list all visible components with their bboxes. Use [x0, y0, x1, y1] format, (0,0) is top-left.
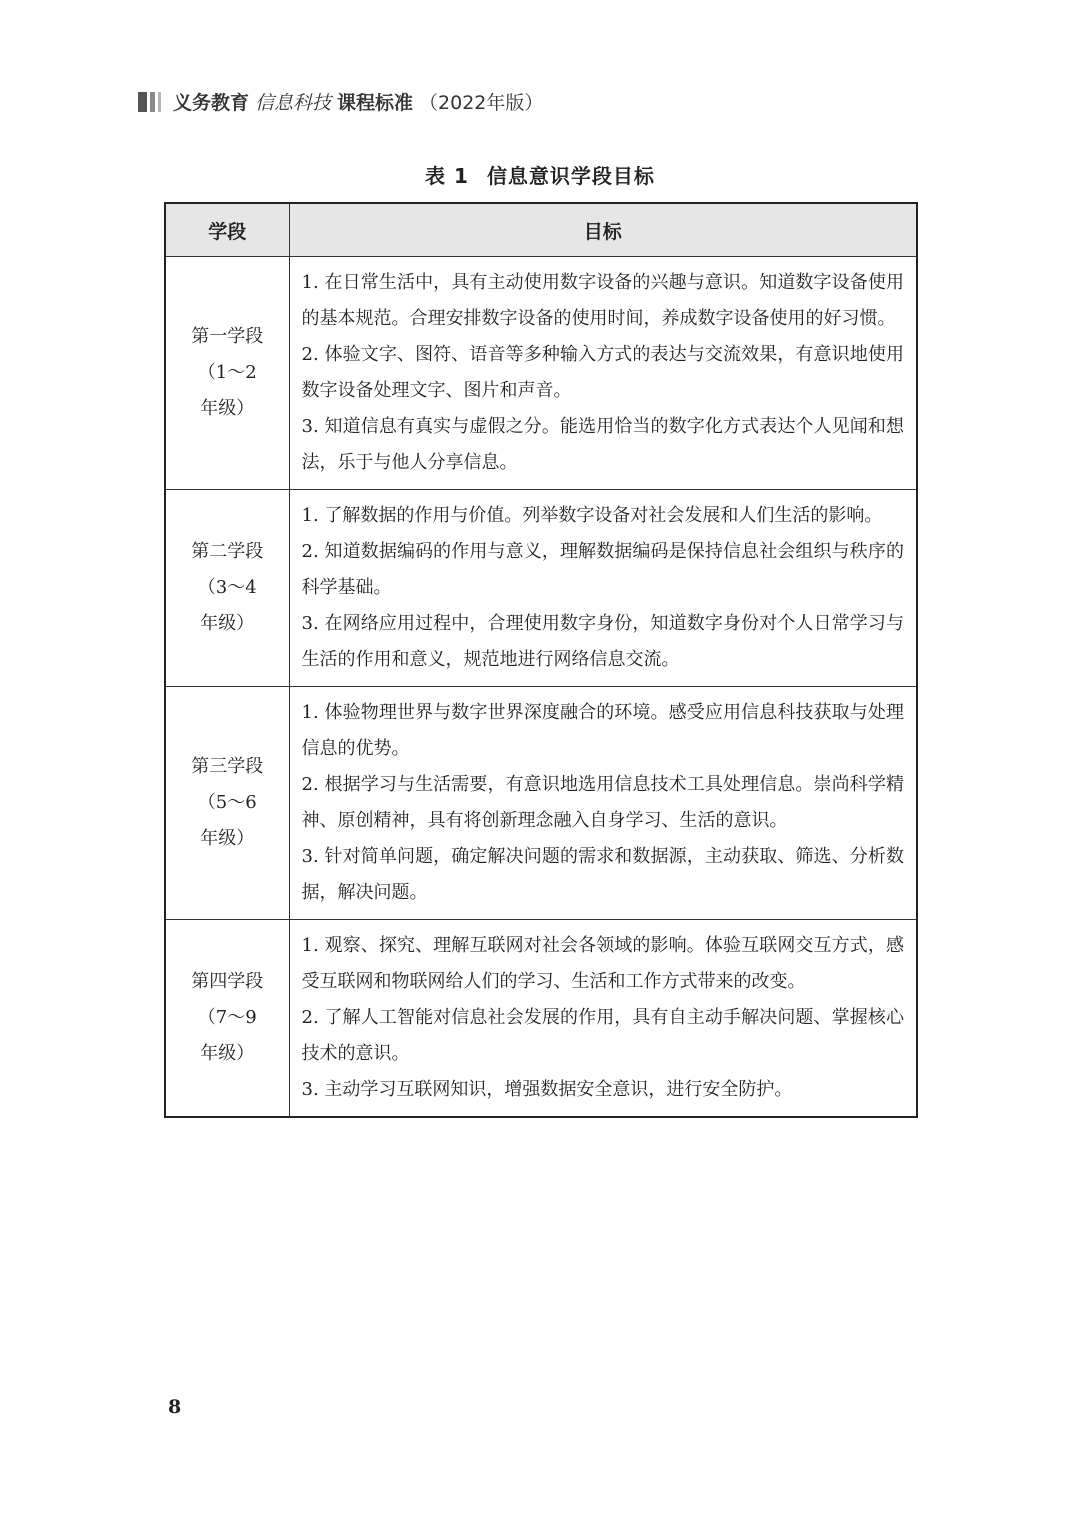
header-bars-decoration — [138, 92, 161, 112]
header-edition: （2022年版） — [419, 92, 544, 114]
stage-grades: （1～2 — [197, 362, 257, 383]
table-row — [165, 490, 917, 687]
goal-item: 2. 了解人工智能对信息社会发展的作用，具有自主动手解决问题、掌握核心技术的意识。 — [301, 1007, 904, 1064]
goals-cell — [289, 687, 917, 920]
goal-item: 3. 知道信息有真实与虚假之分。能选用恰当的数字化方式表达个人见闻和想法，乐于与他人分享信息。 — [301, 416, 904, 473]
goals-cell — [289, 490, 917, 687]
header-standard: 课程标准 — [337, 92, 414, 114]
goal-item: 2. 体验文字、图符、语音等多种输入方式的表达与交流效果，有意识地使用数字设备处理文字、图片和声音。 — [301, 344, 904, 401]
header-series: 义务教育 — [173, 92, 250, 114]
goals-cell — [289, 920, 917, 1118]
stage-cell — [165, 257, 289, 490]
column-header-goals: 目标 — [289, 203, 917, 257]
stage-goals-table — [164, 202, 918, 1118]
goals-cell — [289, 257, 917, 490]
stage-name: 第三学段 — [191, 756, 264, 777]
stage-grades-suffix: 年级） — [200, 828, 255, 849]
table-caption-title: 信息意识学段目标 — [486, 164, 655, 188]
goal-item: 3. 在网络应用过程中，合理使用数字身份，知道数字身份对个人日常学习与生活的作用和意义，规范地进行网络信息交流。 — [301, 613, 904, 670]
table-row — [165, 257, 917, 490]
goal-item: 1. 观察、探究、理解互联网对社会各领域的影响。体验互联网交互方式，感受互联网和物联网给人们的学习、生活和工作方式带来的改变。 — [301, 935, 904, 992]
table-header-row — [165, 203, 917, 257]
goal-item: 3. 主动学习互联网知识，增强数据安全意识，进行安全防护。 — [301, 1079, 793, 1100]
stage-name: 第四学段 — [191, 971, 264, 992]
column-header-stage: 学段 — [165, 203, 289, 257]
stage-name: 第一学段 — [191, 326, 264, 347]
goal-item: 2. 根据学习与生活需要，有意识地选用信息技术工具处理信息。崇尚科学精神、原创精神，具有将创新理念融入自身学习、生活的意识。 — [301, 774, 904, 831]
running-header — [138, 88, 543, 115]
stage-grades: （3～4 — [197, 577, 257, 598]
stage-grades: （5～6 — [197, 792, 257, 813]
header-subject: 信息科技 — [255, 92, 332, 114]
stage-grades-suffix: 年级） — [200, 398, 255, 419]
stage-cell — [165, 687, 289, 920]
table-row — [165, 687, 917, 920]
table-row — [165, 920, 917, 1118]
table-caption — [0, 160, 1080, 189]
goal-item: 1. 了解数据的作用与价值。列举数字设备对社会发展和人们生活的影响。 — [301, 505, 883, 526]
stage-cell — [165, 920, 289, 1118]
stage-grades-suffix: 年级） — [200, 613, 255, 634]
table-caption-number: 表 1 — [425, 164, 469, 188]
goal-item: 1. 体验物理世界与数字世界深度融合的环境。感受应用信息科技获取与处理信息的优势。 — [301, 702, 904, 759]
stage-grades: （7～9 — [197, 1007, 257, 1028]
stage-grades-suffix: 年级） — [200, 1043, 255, 1064]
stage-cell — [165, 490, 289, 687]
goal-item: 3. 针对简单问题，确定解决问题的需求和数据源，主动获取、筛选、分析数据，解决问题。 — [301, 846, 904, 903]
goal-item: 2. 知道数据编码的作用与意义，理解数据编码是保持信息社会组织与秩序的科学基础。 — [301, 541, 904, 598]
page-number: 8 — [168, 1396, 182, 1418]
goal-item: 1. 在日常生活中，具有主动使用数字设备的兴趣与意识。知道数字设备使用的基本规范。合理安排数字设备的使用时间，养成数字设备使用的好习惯。 — [301, 272, 904, 329]
stage-name: 第二学段 — [191, 541, 264, 562]
